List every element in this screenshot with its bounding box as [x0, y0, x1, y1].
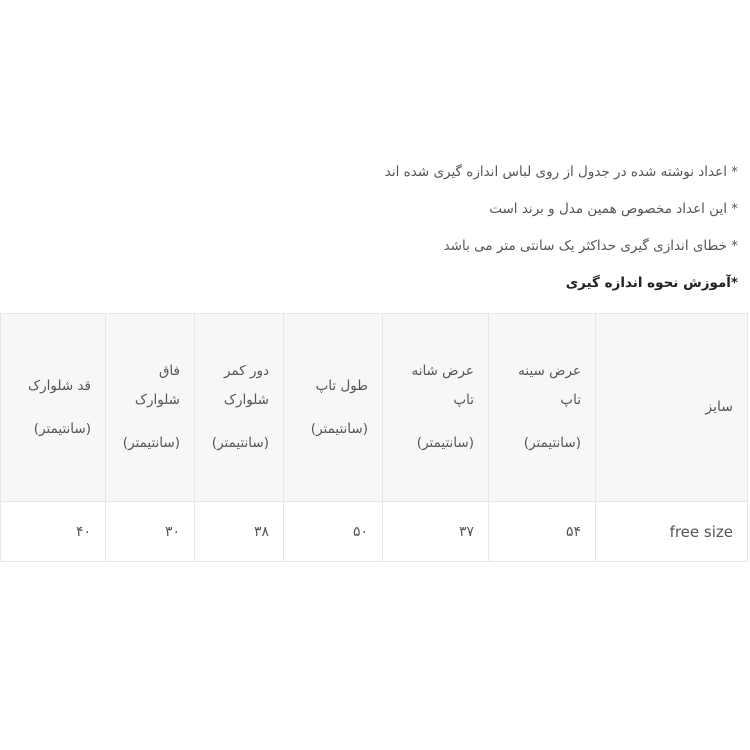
cell-chest-width: ۵۴: [489, 502, 596, 562]
note-measurement-error: * خطای اندازی گیری حداکثر یک سانتی متر می باشد: [443, 238, 738, 254]
measurement-notes: [18, 160, 738, 301]
header-rise-line2: شلوارک: [134, 392, 180, 408]
header-waist-line1: دور کمر: [223, 363, 269, 379]
header-chest-width: [489, 314, 596, 502]
cell-shorts-length: ۴۰: [1, 502, 106, 562]
size-table: [0, 313, 748, 562]
header-shorts-length-line1: قد شلوارک: [28, 377, 91, 394]
header-size-label: سایز: [705, 399, 733, 415]
header-length-unit: (سانتیمتر): [310, 420, 368, 437]
header-shorts-length-unit: (سانتیمتر): [33, 420, 91, 437]
header-shorts-length: [1, 314, 106, 502]
header-rise-unit: (سانتیمتر): [122, 435, 180, 451]
header-waist-unit: (سانتیمتر): [211, 435, 269, 451]
header-rise: [106, 314, 195, 502]
header-size: [596, 314, 748, 502]
header-shoulder-width: [383, 314, 489, 502]
cell-size: free size: [596, 502, 748, 562]
header-rise-line1: فاق: [158, 363, 180, 379]
header-waist-line2: شلوارک: [223, 392, 269, 408]
note-model-brand-specific: * این اعداد مخصوص همین مدل و برند است: [489, 201, 738, 217]
header-shoulder-line2: تاپ: [453, 392, 474, 408]
header-length-line1: طول تاپ: [315, 377, 368, 394]
header-chest-line2: تاپ: [560, 392, 581, 408]
header-shoulder-line1: عرض شانه: [411, 363, 474, 379]
cell-shoulder-width: ۳۷: [383, 502, 489, 562]
header-waist: [195, 314, 284, 502]
measurement-guide-title[interactable]: *آموزش نحوه اندازه گیری: [565, 275, 738, 291]
table-header-row: [1, 314, 748, 502]
cell-waist: ۳۸: [195, 502, 284, 562]
header-top-length: [284, 314, 383, 502]
header-chest-unit: (سانتیمتر): [523, 435, 581, 451]
table-row: [1, 502, 748, 562]
header-shoulder-unit: (سانتیمتر): [416, 435, 474, 451]
cell-top-length: ۵۰: [284, 502, 383, 562]
header-chest-line1: عرض سینه: [518, 363, 581, 379]
cell-rise: ۳۰: [106, 502, 195, 562]
note-measured-from-garment: * اعداد نوشته شده در جدول از روی لباس اندازه گیری شده اند: [384, 164, 738, 180]
